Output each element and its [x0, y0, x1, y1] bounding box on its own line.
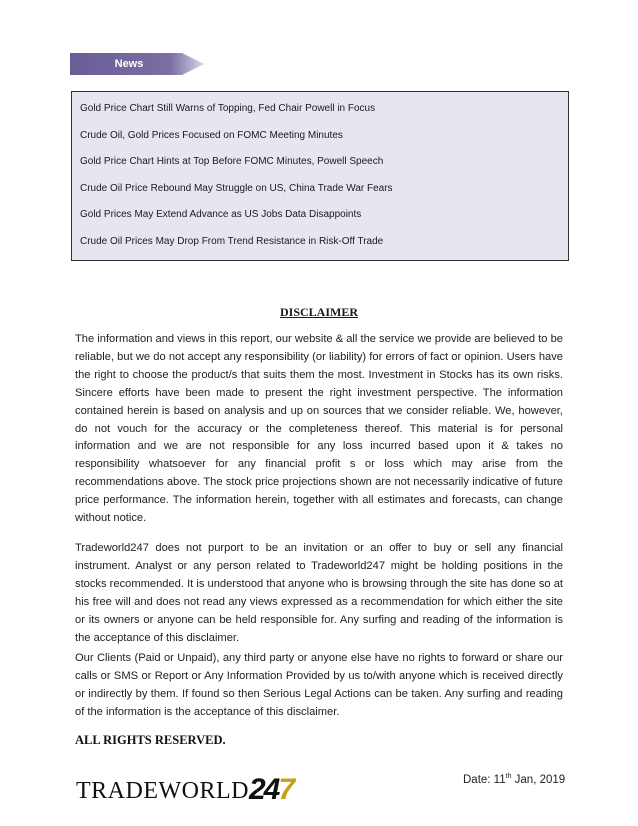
date-prefix: Date: 11 — [463, 773, 506, 786]
date-suffix-ordinal: th — [505, 773, 512, 780]
disclaimer-paragraph: Our Clients (Paid or Unpaid), any third party or anyone else have no rights to forward or share our calls or SMS or Report or Any Information Provided by us to/with anyone which is received directly or indirectly by them. If found so then Serious Legal Actions can be taken. Any surfing and reading of the information is the acceptance of this disclaimer. — [75, 652, 563, 718]
news-item[interactable]: Crude Oil, Gold Prices Focused on FOMC Meeting Minutes — [80, 129, 343, 141]
news-item[interactable]: Crude Oil Prices May Drop From Trend Resistance in Risk-Off Trade — [80, 235, 384, 247]
logo-wordmark: TRADEWORLD — [76, 778, 249, 804]
news-item[interactable]: Crude Oil Price Rebound May Struggle on US, China Trade War Fears — [80, 182, 393, 194]
news-item[interactable]: Gold Price Chart Hints at Top Before FOMC Minutes, Powell Speech — [80, 156, 384, 168]
logo-number — [249, 775, 293, 805]
news-item[interactable]: Gold Price Chart Still Warns of Topping, Fed Chair Powell in Focus — [80, 103, 376, 114]
tradeworld-logo — [76, 769, 293, 805]
logo-number-7: 7 — [278, 773, 294, 806]
news-tab — [70, 53, 204, 75]
disclaimer-paragraph: The information and views in this report, our website & all the service we provide are believed to be reliable, but we do not accept any responsibility (or liability) for errors of fact or opinion. Users have the right to choose the product/s that suits them the most. Investment in Stocks has its own risks. Sincere efforts have been made to present the right investment perspective. The information contained herein is based on analysis and up on sources that we consider reliable. We, however, do not vouch for the accuracy or the completeness thereof. This material is for personal information and we are not responsible for any loss incurred based upon it & takes no responsibility whatsoever for any financial profit s or loss which may arise from the recommendations above. The stock price projections shown are not necessarily indicative of future price performance. The information herein, together with all estimates and forecasts, can change without notice. — [75, 333, 563, 525]
news-tab-label: News — [114, 58, 144, 70]
report-date — [463, 773, 565, 786]
news-list — [71, 91, 569, 261]
date-rest: Jan, 2019 — [511, 773, 566, 786]
disclaimer-title: DISCLAIMER — [279, 305, 358, 319]
disclaimer-paragraph: Tradeworld247 does not purport to be an invitation or an offer to buy or sell any financial instrument. Analyst or any person related to Tradeworld247 might be holding positions in the stocks recommended. It is understood that anyone who is browsing through the site has done so at his free will and does not read any views expressed as a recommendation for which either the site or its owners or anyone can be held responsible for. Any surfing and reading of the information is the acceptance of this disclaimer. — [75, 542, 563, 644]
rights-reserved: ALL RIGHTS RESERVED. — [75, 733, 226, 747]
logo-number-24: 24 — [248, 773, 279, 806]
news-item[interactable]: Gold Prices May Extend Advance as US Jobs Data Disappoints — [80, 209, 362, 221]
